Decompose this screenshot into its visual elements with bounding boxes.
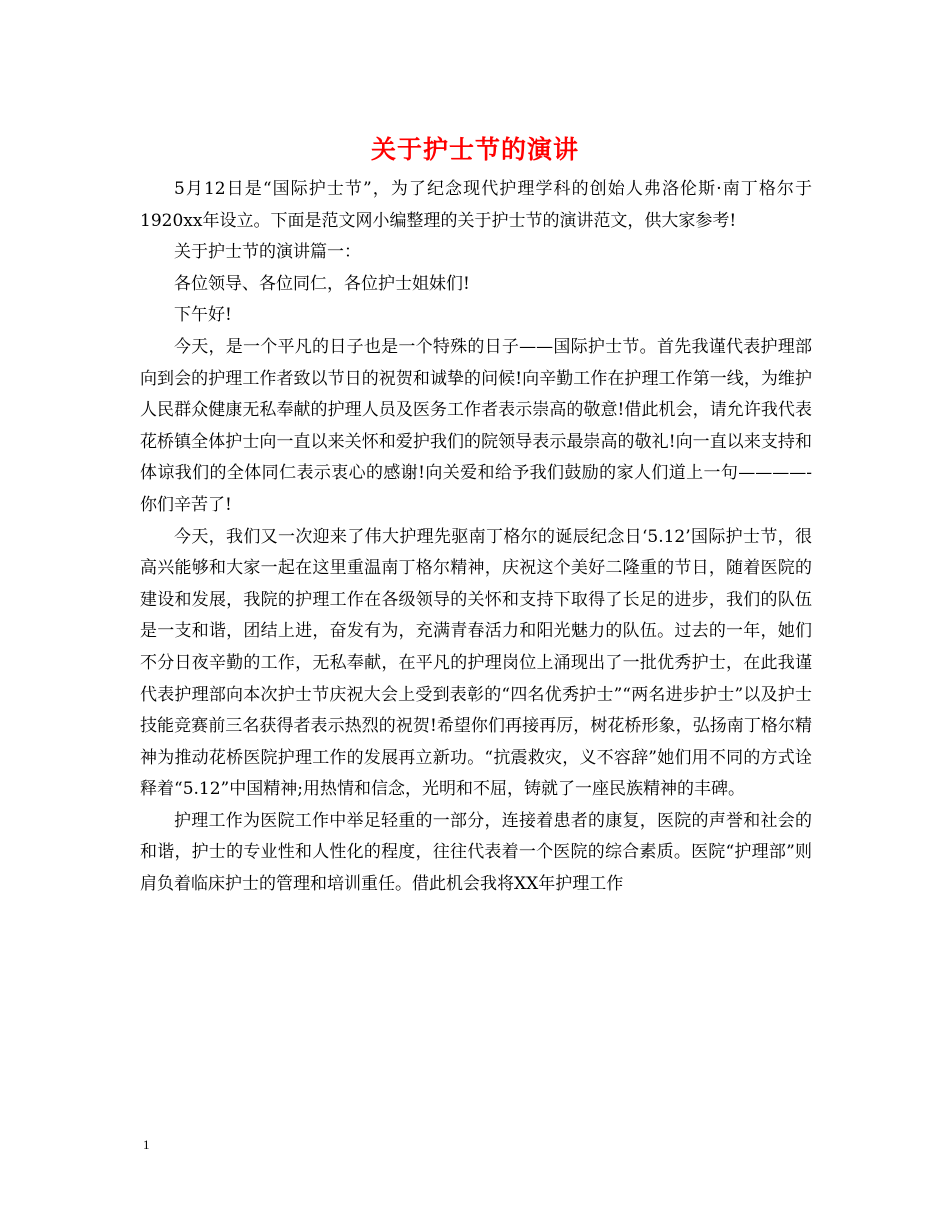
document-body	[140, 174, 812, 901]
paragraph-intro: 5月12日是“国际护士节”，为了纪念现代护理学科的创始人弗洛伦斯·南丁格尔于1920xx年设立。下面是范文网小编整理的关于护士节的演讲范文，供大家参考!	[140, 179, 812, 231]
paragraph-body-1: 今天，是一个平凡的日子也是一个特殊的日子——国际护士节。首先我谨代表护理部向到会的护理工作者致以节日的祝贺和诚挚的问候!向辛勤工作在护理工作第一线，为维护人民群众健康无私奉献的护理人员及医务工作者表示崇高的敬意!借此机会，请允许我代表花桥镇全体护士向一直以来关怀和爱护我们的院领导表示最崇高的敬礼!向一直以来支持和体谅我们的全体同仁表示衷心的感谢!向关爱和给予我们鼓励的家人们道上一句————-你们辛苦了!	[140, 336, 812, 515]
paragraph-greeting: 下午好!	[174, 305, 232, 326]
paragraph-body-2: 今天，我们又一次迎来了伟大护理先驱南丁格尔的诞辰纪念日‘5.12’国际护士节，很高兴能够和大家一起在这里重温南丁格尔精神，庆祝这个美好二隆重的节日，随着医院的建设和发展，我院的护理工作在各级领导的关怀和支持下取得了长足的进步，我们的队伍是一支和谐，团结上进，奋发有为，充满青春活力和阳光魅力的队伍。过去的一年，她们不分日夜辛勤的工作，无私奉献，在平凡的护理岗位上涌现出了一批优秀护士，在此我谨代表护理部向本次护士节庆祝大会上受到表彰的“四名优秀护士”“两名进步护士”以及护士技能竞赛前三名获得者表示热烈的祝贺!希望你们再接再厉，树花桥形象，弘扬南丁格尔精神为推动花桥医院护理工作的发展再立新功。“抗震救灾，义不容辞”她们用不同的方式诠释着“5.12”中国精神;用热情和信念，光明和不屈，铸就了一座民族精神的丰碑。	[140, 526, 812, 800]
paragraph-body-3: 护理工作为医院工作中举足轻重的一部分，连接着患者的康复，医院的声誉和社会的和谐，护士的专业性和人性化的程度，往往代表着一个医院的综合素质。医院“护理部”则肩负着临床护士的管理和培训重任。借此机会我将XX年护理工作	[140, 810, 812, 895]
paragraph-section-heading: 关于护士节的演讲篇一：	[174, 242, 361, 263]
paragraph-salutation: 各位领导、各位同仁，各位护士姐妹们!	[174, 273, 470, 294]
document-title: 关于护士节的演讲	[370, 135, 579, 164]
page-number: 1	[143, 1137, 150, 1152]
